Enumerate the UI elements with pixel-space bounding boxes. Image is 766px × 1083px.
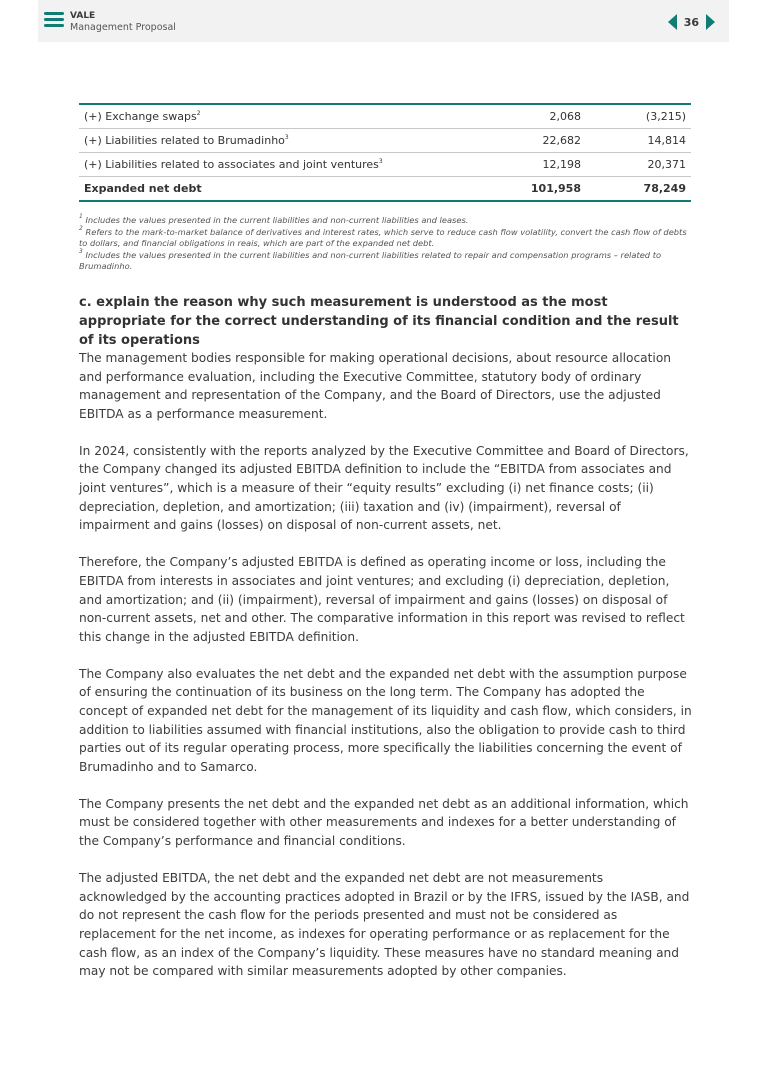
footnote: $^2$ Refers to the mark-to-market balance of derivatives and interest rates, which serve to reduce cash flow volatility, convert the cash flow of debts to dollars, and financial obligations in reais, which are part of the expanded net debt. [79, 224, 687, 248]
footnote: $^1$ Includes the values presented in the current liabilities and non-current liabilities and leases. [79, 213, 469, 225]
paragraph: In 2024, consistently with the reports analyzed by the Executive Committee and Board of Directors, the Company changed its adjusted EBITDA definition to include the “EBITDA from associates and joint ventures”, which is a measure of their “equity results” excluding (i) net finance costs; (ii) depreciation, depletion, and amortization; (iii) taxation and (iv) (impairment), reversal of impairment and gains (losses) on disposal of non-current assets, net. [79, 443, 689, 533]
menu-icon[interactable] [44, 12, 64, 28]
footnotes [79, 215, 697, 273]
value-cell: 2,068 [466, 104, 586, 129]
paragraph: The Company presents the net debt and the expanded net debt as an additional information, which must be considered together with other measurements and indexes for a better understanding of the Company’s performance and financial conditions. [79, 796, 689, 849]
value-cell: 22,682 [466, 129, 586, 153]
page-navigation [668, 13, 715, 31]
table-row [79, 104, 691, 129]
paragraph: The adjusted EBITDA, the net debt and the expanded net debt are not measurements acknowledged by the accounting practices adopted in Brazil or by the IFRS, issued by the IASB, and do not represent the cash flow for the periods presented and must not be considered as replacement for the net income, as indexes for operating performance or as replacement for the cash flow, as an index of the Company’s liquidity. These measures have no standard meaning and may not be compared with similar measurements adopted by other companies. [79, 871, 690, 979]
paragraph: The Company also evaluates the net debt and the expanded net debt with the assumption purpose of ensuring the continuation of its business on the long term. The Company has adopted the concept of expanded net debt for the management of its liquidity and cash flow, which considers, in addition to liabilities assumed with financial institutions, also the obligation to provide cash to third parties out of its regular operating process, more specifically the liabilities concerning the event of Brumadinho and to Samarco. [79, 666, 692, 774]
value-cell: 14,814 [586, 129, 691, 153]
total-value: 101,958 [530, 182, 581, 195]
paragraph: The management bodies responsible for making operational decisions, about resource allocation and performance evaluation, including the Executive Committee, statutory body of ordinary management and representation of the Company, and the Board of Directors, use the adjusted EBITDA as a performance measurement. [79, 351, 671, 421]
paragraph: Therefore, the Company’s adjusted EBITDA is defined as operating income or loss, including the EBITDA from interests in associates and joint ventures; and excluding (i) depreciation, depletion, and amortization; and (ii) (impairment), reversal of impairment and gains (losses) on disposal of non-current assets, net and other. The comparative information in this report was revised to reflect this change in the adjusted EBITDA definition. [79, 555, 685, 644]
table-row [79, 129, 691, 153]
total-value: 78,249 [643, 182, 686, 195]
value-cell: 12,198 [466, 153, 586, 177]
header-bar [38, 0, 729, 42]
row-label: (+) Liabilities related to Brumadinho$^3$ [79, 129, 466, 153]
previous-page-icon[interactable] [668, 14, 677, 30]
brand-subtitle: Management Proposal [70, 22, 176, 33]
row-label: (+) Exchange swaps$^2$ [79, 104, 466, 129]
brand [70, 11, 176, 33]
value-cell: (3,215) [586, 104, 691, 129]
table-row [79, 153, 691, 177]
footnote: $^3$ Includes the values presented in the current liabilities and non-current liabilities related to repair and compensation programs – related to Brumadinho. [79, 247, 662, 271]
value-cell: 20,371 [586, 153, 691, 177]
section-heading: c. explain the reason why such measurement is understood as the most appropriate for the correct understanding of its financial condition and the result of its operations [79, 295, 679, 348]
next-page-icon[interactable] [706, 14, 715, 30]
page-number: 36 [683, 15, 699, 29]
table-total-row [79, 177, 691, 202]
body-text [79, 349, 694, 999]
total-label: Expanded net debt [84, 182, 202, 195]
expanded-net-debt-table [79, 103, 691, 202]
row-label: (+) Liabilities related to associates and joint ventures$^3$ [79, 153, 466, 177]
brand-name: VALE [70, 11, 96, 21]
